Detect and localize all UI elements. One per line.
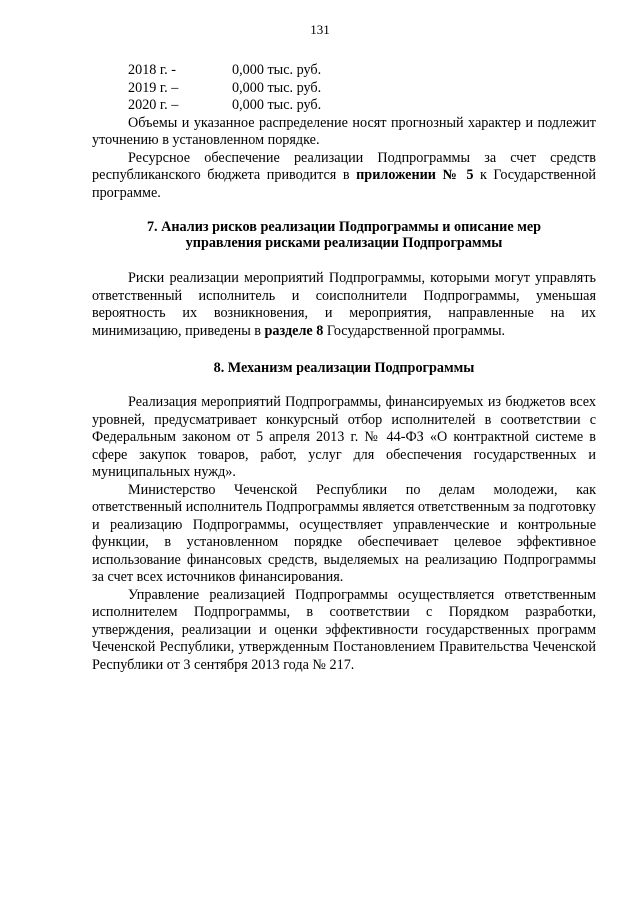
page-number: 131	[310, 22, 330, 37]
paragraph-volumes: Объемы и указанное распределение носят прогнозный характер и подлежит уточнению в установленном порядке.	[92, 114, 596, 148]
financing-year: 2019 г. –	[128, 79, 179, 96]
paragraph-resource-tail: к Государственной программе.	[92, 167, 597, 201]
paragraph-mechanism-3: Управление реализацией Подпрограммы осуществляется ответственным исполнителем Подпрограммы, в соответствии с Порядком разработки, утверждения, реализации и оценки эффективности государственных программ Чеченской Республики, утвержденным Постановлением Правительства Чеченской Республики от 3 сентября 2013 года № 217.	[92, 586, 596, 673]
section-reference: разделе 8	[264, 322, 324, 339]
appendix-reference: приложении № 5	[356, 167, 474, 183]
section-7-title-line1: 7. Анализ рисков реализации Подпрограммы и описание мер	[146, 219, 542, 235]
financing-row	[92, 80, 596, 98]
financing-year: 2020 г. –	[128, 97, 179, 113]
financing-value: 0,000 тыс. руб.	[232, 97, 322, 113]
paragraph-mechanism-2: Министерство Чеченской Республики по делам молодежи, как ответственный исполнитель Подпрограммы является ответственным за подготовку и реализацию Подпрограммы, осуществляет управленческие и контрольные функции, в установленном порядке обеспечивает целевое эффективное использование финансовых средств, выделяемых на реализацию Подпрограммы за счет всех источников финансирования.	[92, 481, 596, 585]
financing-list	[92, 62, 596, 115]
financing-row	[92, 97, 596, 115]
paragraph-risks-text: Риски реализации мероприятий Подпрограммы, которыми могут управлять ответственный исполнитель и соисполнители Подпрограммы, уменьшая вероятность их возникновения, и мероприятия, направленные на их минимизацию, приведены в	[92, 270, 596, 339]
section-8-title: 8. Механизм реализации Подпрограммы	[213, 360, 475, 376]
financing-value: 0,000 тыс. руб.	[232, 62, 322, 78]
paragraph-risks	[92, 270, 596, 340]
page-content	[92, 62, 596, 674]
financing-row	[92, 62, 596, 80]
paragraph-mechanism-1: Реализация мероприятий Подпрограммы, финансируемых из бюджетов всех уровней, предусматривает конкурсный отбор исполнителей в соответствии с Федеральным законом от 5 апреля 2013 г. № 44-ФЗ «О контрактной системе в сфере закупок товаров, работ, услуг для обеспечения государственных и муниципальных нужд».	[92, 394, 596, 480]
paragraph-resource-text: Ресурсное обеспечение реализации Подпрограммы за счет средств республиканского бюджета приводится в	[92, 149, 596, 183]
paragraph-resource	[92, 150, 596, 203]
financing-year: 2018 г. -	[128, 62, 176, 78]
section-7-title-line2: управления рисками реализации Подпрограммы	[185, 235, 503, 251]
paragraph-risks-tail: Государственной программы.	[323, 322, 506, 339]
financing-value: 0,000 тыс. руб.	[232, 79, 322, 96]
section-7-title	[92, 219, 596, 251]
